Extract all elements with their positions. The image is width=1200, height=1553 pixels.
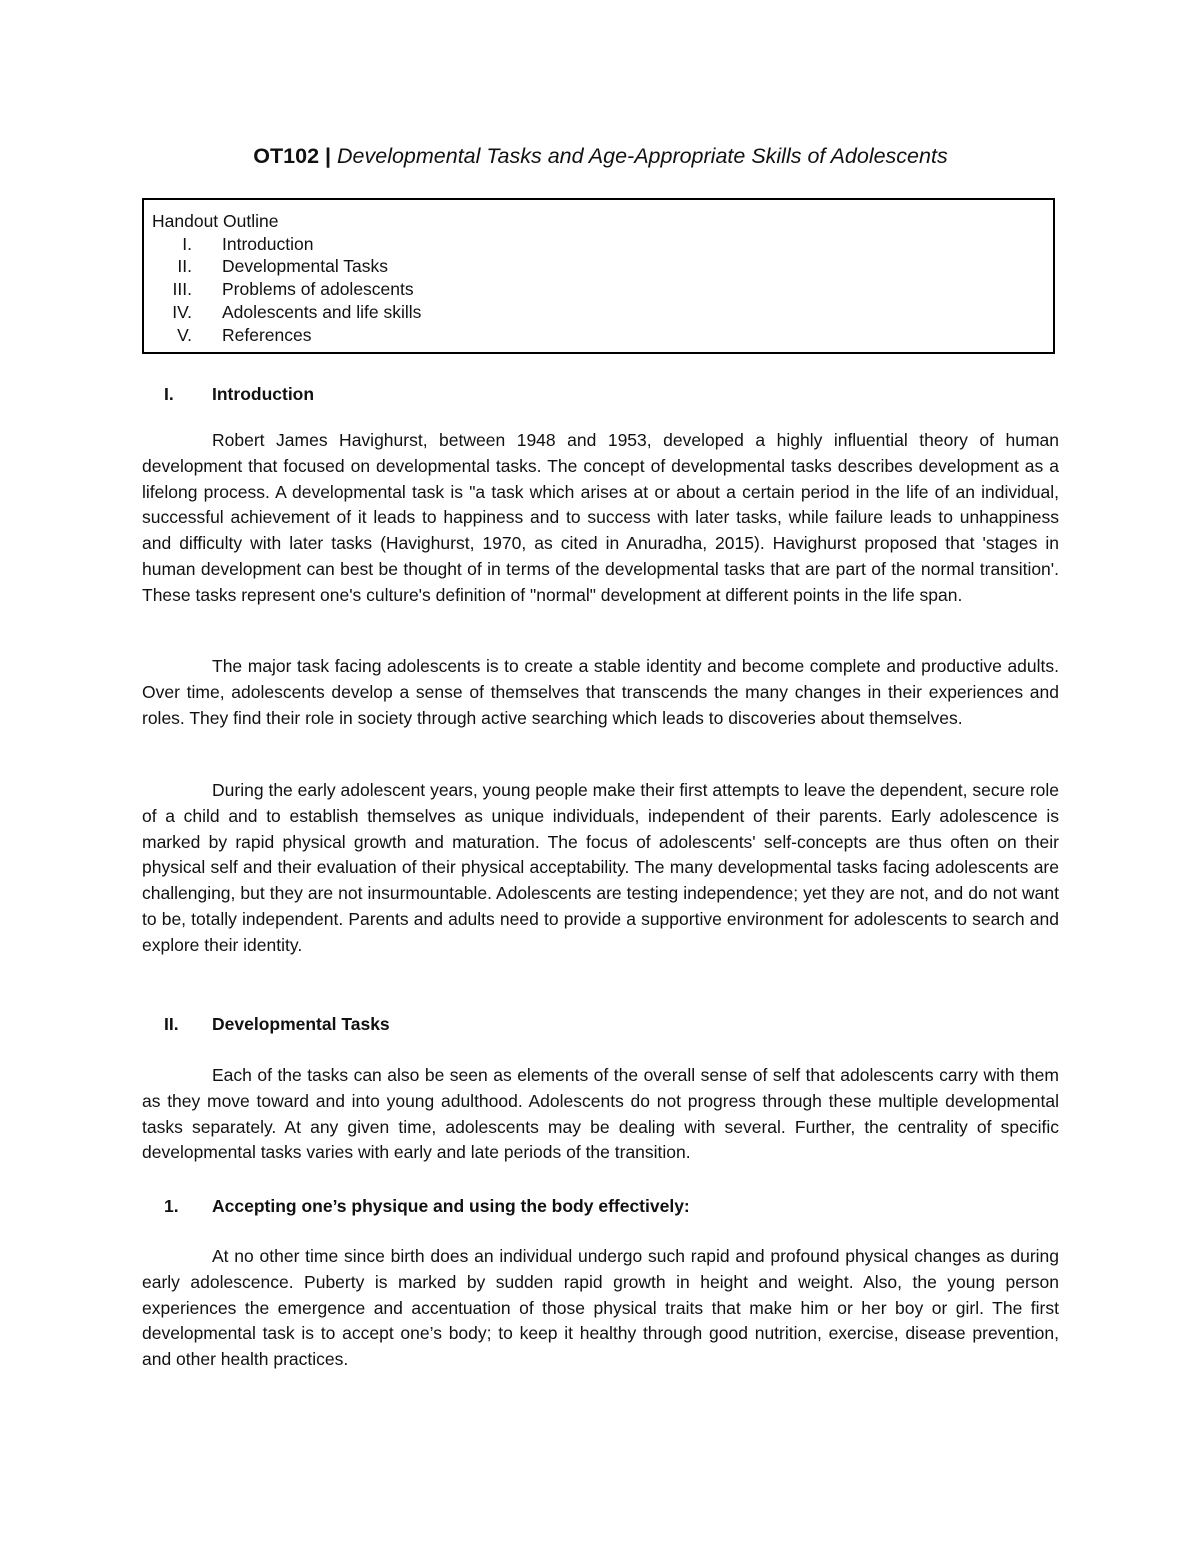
paragraph: During the early adolescent years, young people make their first attempts to leave the dependent, secure role of a child and to establish themselves as unique individuals, independent of their parents. Early adolescence is marked by rapid physical growth and maturation. The focus of adolescents' self-concepts are thus often on their physical self and their evaluation of their physical acceptability. The many developmental tasks facing adolescents are challenging, but they are not insurmountable. Adolescents are testing independence; yet they are not, and do not want to be, totally independent. Parents and adults need to provide a supportive environment for adolescents to search and explore their identity.	[142, 780, 1059, 955]
document-title	[142, 142, 1059, 170]
outline-heading: Handout Outline	[152, 211, 279, 231]
outline-item-text: References	[222, 324, 312, 345]
outline-item	[152, 278, 1045, 301]
outline-item-number: III.	[172, 279, 192, 300]
outline-item-text: Introduction	[222, 233, 314, 254]
section-heading-introduction	[142, 382, 314, 406]
outline-item-number: II.	[177, 256, 192, 277]
subsection-title: Accepting one’s physique and using the body effectively:	[212, 1196, 690, 1216]
paragraph: At no other time since birth does an individual undergo such rapid and profound physical changes as during early adolescence. Puberty is marked by sudden rapid growth in height and weight. Also, the young person experiences the emergence and accentuation of those physical traits that make him or her boy or girl. The first developmental task is to accept one’s body; to keep it healthy through good nutrition, exercise, disease prevention, and other health practices.	[142, 1246, 1059, 1370]
outline-item-number: V.	[177, 324, 192, 345]
handout-outline-box	[142, 198, 1055, 354]
outline-item-text: Developmental Tasks	[222, 256, 389, 277]
section-title: Developmental Tasks	[212, 1014, 390, 1034]
outline-item-text: Problems of adolescents	[222, 279, 414, 300]
course-subject: Developmental Tasks and Age-Appropriate Skills of Adolescents	[337, 144, 948, 168]
subsection-number: 1.	[164, 1196, 179, 1216]
outline-item	[152, 301, 1045, 324]
section-heading-developmental-tasks	[142, 1012, 390, 1036]
outline-item	[152, 324, 1045, 347]
outline-item-number: IV.	[172, 301, 192, 322]
outline-item-text: Adolescents and life skills	[222, 301, 422, 322]
title-separator: |	[319, 144, 337, 168]
section-number: II.	[164, 1014, 179, 1034]
section-number: I.	[164, 384, 174, 404]
subsection-heading-task-1	[142, 1194, 690, 1218]
section-title: Introduction	[212, 384, 315, 404]
paragraph: Robert James Havighurst, between 1948 and 1953, developed a highly influential theory of human development that focused on developmental tasks. The concept of developmental tasks describes development as a lifelong process. A developmental task is "a task which arises at or about a certain period in the life of an individual, successful achievement of it leads to happiness and to success with later tasks, while failure leads to unhappiness and difficulty with later tasks (Havighurst, 1970, as cited in Anuradha, 2015). Havighurst proposed that 'stages in human development can best be thought of in terms of the developmental tasks that are part of the normal transition'. These tasks represent one's culture's definition of "normal" development at different points in the life span.	[142, 430, 1059, 605]
paragraph: The major task facing adolescents is to create a stable identity and become complete and productive adults. Over time, adolescents develop a sense of themselves that transcends the many changes in their experiences and roles. They find their role in society through active searching which leads to discoveries about themselves.	[142, 656, 1059, 728]
outline-item	[152, 255, 1045, 278]
outline-item	[152, 233, 1045, 256]
outline-item-number: I.	[182, 233, 192, 254]
course-code: OT102	[253, 144, 320, 168]
paragraph: Each of the tasks can also be seen as elements of the overall sense of self that adolescents carry with them as they move toward and into young adulthood. Adolescents do not progress through these multiple developmental tasks separately. At any given time, adolescents may be dealing with several. Further, the centrality of specific developmental tasks varies with early and late periods of the transition.	[142, 1065, 1059, 1163]
